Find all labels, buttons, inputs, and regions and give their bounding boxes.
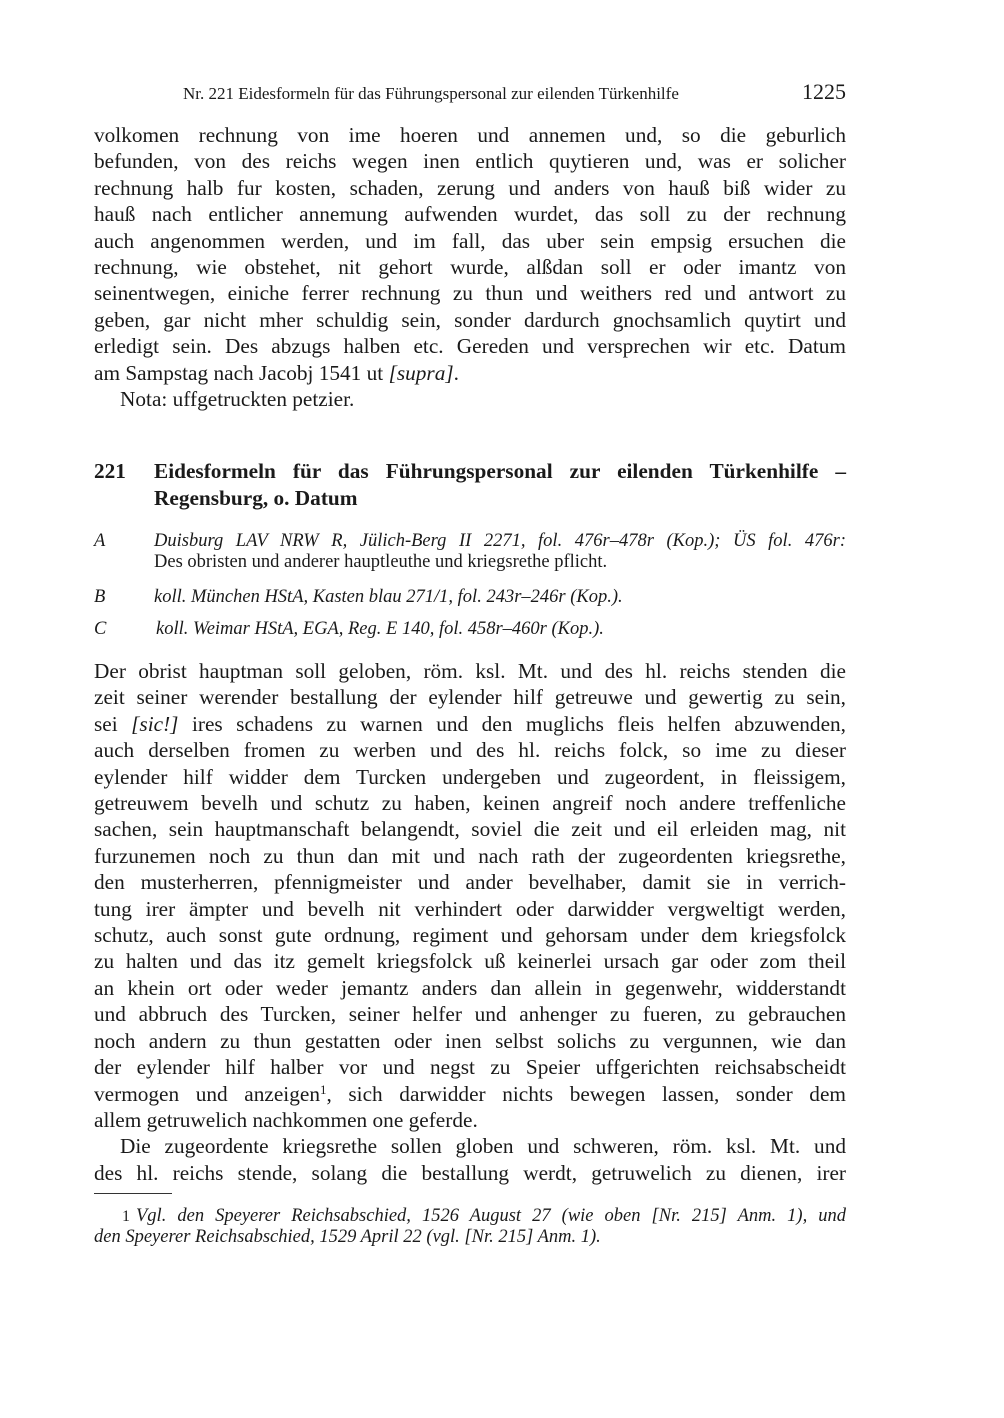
text-line: allem getruwelich nachkommen one geferde.	[94, 1107, 478, 1132]
text-line: schutz, auch sonst gute ordnung, regiment und gehorsam under dem kriegsfolck	[94, 923, 846, 948]
text-line: tung irer ämpter und bevelh nit verhindert oder darwidder vergweltigt werden,	[94, 896, 846, 921]
text-line: des hl. reichs stende, solang die bestallung werdt, getruwelich zu dienen, irer	[94, 1160, 846, 1185]
witness-siglum: A	[94, 531, 106, 551]
text-line: rechnung, wie obstehet, nit gehort wurde, alßdan soll er oder imantz von	[94, 255, 846, 280]
text-line: getreuwem bevelh und schutz zu haben, keinen angreif noch andere treffenliche	[94, 791, 846, 816]
text-line	[94, 711, 846, 737]
text-line: furzunemen noch zu thun dan mit und nach rath der zugeordenten kriegsrethe,	[94, 843, 846, 868]
text-line: auch derselben fromen zu werben und des hl. reichs folck, so ime zu dieser	[94, 738, 846, 763]
witness-description: koll. München HStA, Kasten blau 271/1, fol. 243r–246r (Kop.).	[154, 587, 623, 607]
text-line: befunden, von des reichs wegen inen entlich quytieren und, was er solicher	[94, 149, 846, 174]
footnote-line: den Speyerer Reichsabschied, 1529 April 22 (vgl. [Nr. 215] Anm. 1).	[94, 1227, 601, 1247]
text-line: und abbruch des Turcken, seiner helfer und anhenger zu fueren, zu gebrauchen	[94, 1002, 846, 1027]
witness-superscription: Des obristen und anderer hauptleuthe und kriegsrethe pflicht.	[154, 552, 608, 572]
text-span: , sich darwidder nichts bewegen lassen, sonder dem	[326, 1081, 846, 1106]
text-line	[94, 1081, 846, 1107]
witness-description: koll. Weimar HStA, EGA, Reg. E 140, fol. 458r–460r (Kop.).	[156, 619, 604, 639]
document-number: 221	[94, 459, 126, 483]
text-span: am Sampstag nach Jacobj 1541 ut	[94, 360, 389, 385]
witness-entry	[94, 531, 846, 573]
document-title-line: Regensburg, o. Datum	[154, 486, 358, 510]
text-line: hauß nach entlicher annemung aufwenden wurdet, das soll zu der rechnung	[94, 202, 846, 227]
text-line: volkomen rechnung von ime hoeren und annemen und, so die geburlich	[94, 123, 846, 147]
footnote-number: 1	[122, 1208, 130, 1225]
footnote-rule	[94, 1193, 172, 1194]
witness-entry	[94, 619, 846, 640]
text-line: erledigt sein. Des abzugs halben etc. Gereden und versprechen wir etc. Datum	[94, 334, 846, 359]
witness-description: Duisburg LAV NRW R, Jülich-Berg II 2271, fol. 476r–478r (Kop.); ÜS fol. 476r:	[154, 531, 846, 551]
text-line: der eylender hilf halber vor und negst zu Speier uffgerichten reichsabscheidt	[94, 1055, 846, 1080]
text-line: zeit seiner werender bestallung der eylender hilf getreuwe und gewertig zu sein,	[94, 685, 846, 710]
text-line: den musterherren, pfennigmeister und ander bevelhaber, damit sie in verrich-	[94, 870, 846, 895]
witness-siglum: B	[94, 587, 106, 607]
previous-document-text	[94, 122, 846, 412]
text-line: geben, gar nicht mher schuldig sein, sonder dardurch gnochsamlich quytirt und	[94, 307, 846, 332]
document-body	[94, 658, 846, 1186]
footnote-line	[94, 1206, 846, 1227]
text-line: Die zugeordente kriegsrethe sollen globen und schweren, röm. ksl. Mt. und	[120, 1134, 846, 1159]
editorial-supra: [supra]	[388, 360, 454, 385]
text-line	[94, 360, 846, 386]
text-line: rechnung halb fur kosten, schaden, zerung und anders von hauß biß wider zu	[94, 175, 846, 200]
text-line: Der obrist hauptman soll geloben, röm. ksl. Mt. und des hl. reichs stenden die	[94, 659, 846, 683]
text-line: sachen, sein hauptmanschaft belangendt, soviel die zeit und eil erleiden mag, nit	[94, 817, 846, 842]
document-title-line: Eidesformeln für das Führungspersonal zur eilenden Türkenhilfe –	[154, 459, 846, 483]
nota-line: Nota: uffgetruckten petzier.	[120, 387, 355, 412]
text-line: auch angenommen werden, und im fall, das uber sein empsig ersuchen die	[94, 228, 846, 253]
running-title: Nr. 221 Eidesformeln für das Führungspersonal zur eilenden Türkenhilfe	[183, 84, 679, 103]
running-header	[183, 79, 846, 109]
text-line: eylender hilf widder dem Turcken undergeben und zugeordent, in fleissigem,	[94, 764, 846, 789]
text-line: noch andern zu thun gestatten oder inen selbst solichs zu vergunnen, wie dan	[94, 1028, 846, 1053]
text-span: sei	[94, 711, 132, 736]
editorial-sic: [sic!]	[131, 711, 179, 736]
text-span: ires schadens zu warnen und den muglichs fleis helfen abzuwenden,	[178, 711, 847, 736]
page-number: 1225	[802, 79, 846, 104]
footnote-marker[interactable]: 1	[319, 1081, 327, 1097]
footnote-text: Vgl. den Speyerer Reichsabschied, 1526 August 27 (wie oben [Nr. 215] Anm. 1), und	[136, 1206, 846, 1226]
witness-siglum: C	[94, 619, 107, 639]
text-line: seinentwegen, einiche ferrer rechnung zu thun und weithers red und antwort zu	[94, 281, 846, 306]
text-span: vermogen und anzeigen	[94, 1081, 320, 1106]
text-line: an khein ort oder weder jemantz anders dan allein in gegenwehr, widderstandt	[94, 975, 846, 1000]
witness-entry	[94, 587, 846, 608]
text-line: zu halten und das itz gemelt kriegsfolck uß keinerlei ursach gar oder zom theil	[94, 949, 846, 974]
text-span: .	[453, 360, 459, 385]
footnote	[94, 1206, 846, 1247]
